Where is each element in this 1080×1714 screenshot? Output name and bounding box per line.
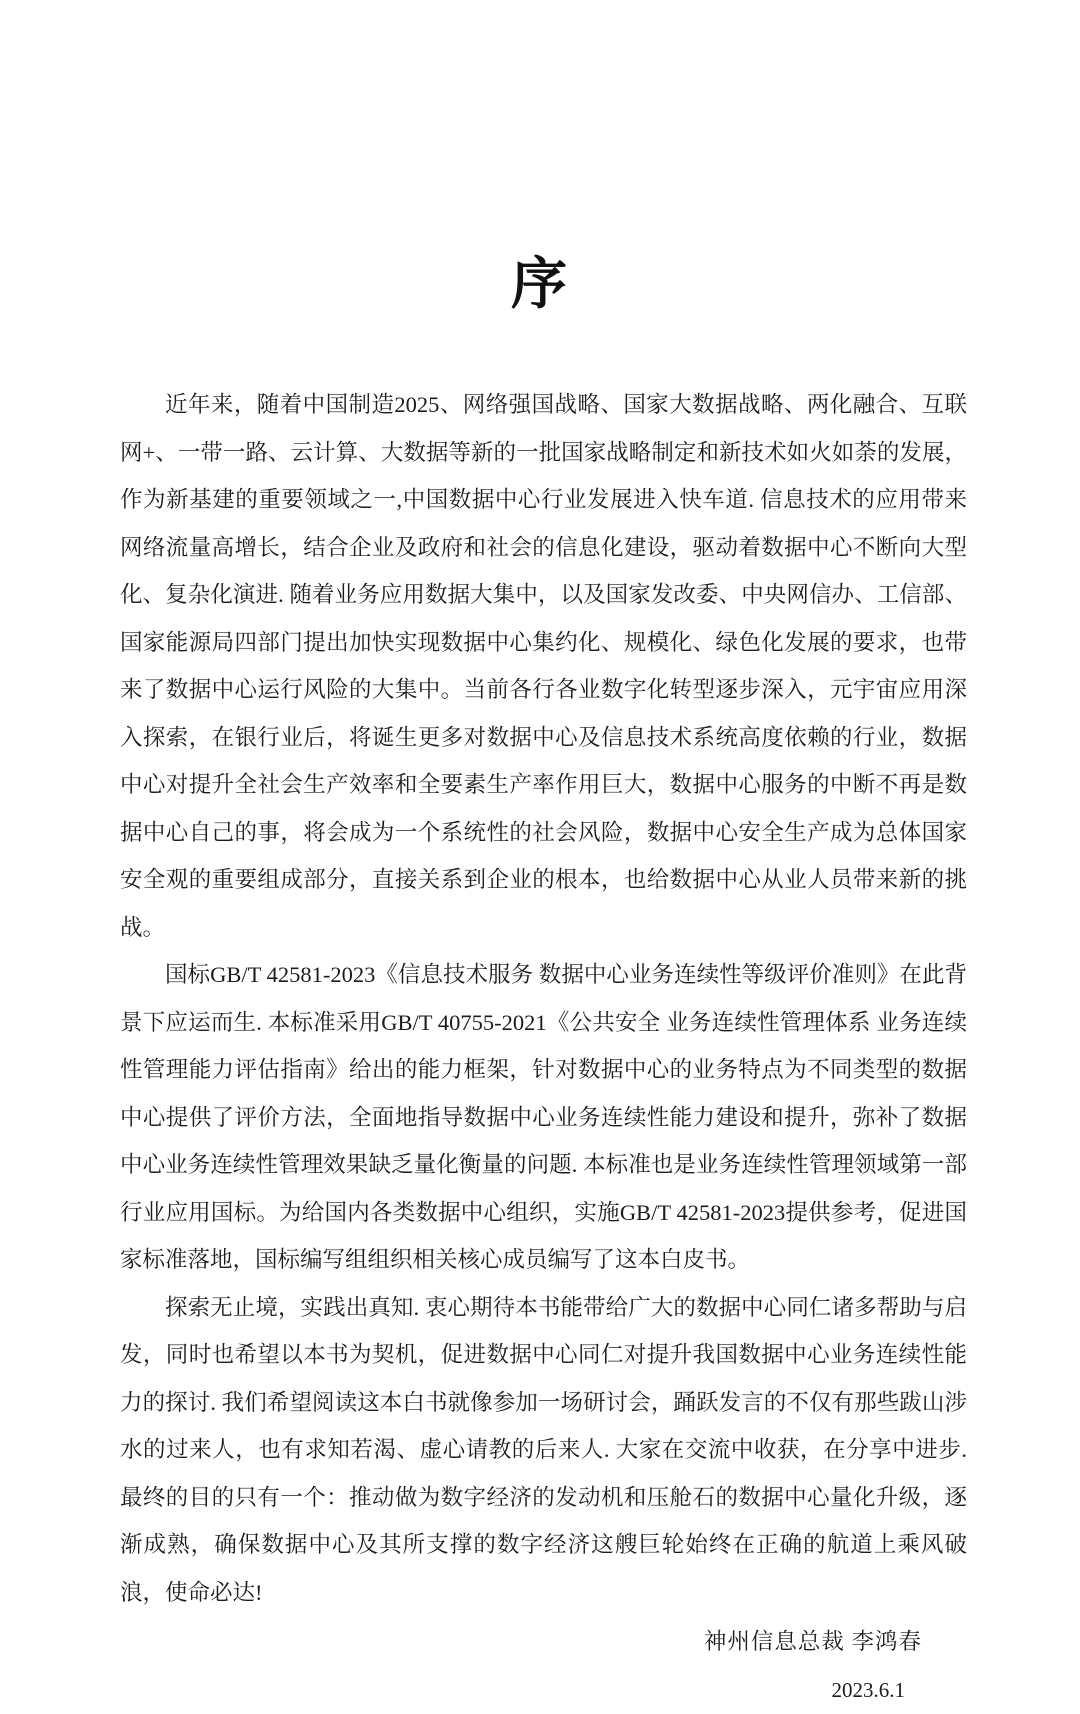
paragraph-3: 探索无止境，实践出真知. 衷心期待本书能带给广大的数据中心同仁诸多帮助与启发，同时也希望以本书为契机，促进数据中心同仁对提升我国数据中心业务连续性能力的探讨. 我们希望阅读这本白书就像参加一场研讨会，踊跃发言的不仅有那些跋山涉水的过来人，也有求知若渴、虚心请教的后来人. 大家在交流中收获，在分享中进步. 最终的目的只有一个：推动做为数字经济的发动机和压舱石的数据中心量化升级，逐渐成熟，确保数据中心及其所支撑的数字经济这艘巨轮始终在正确的航道上乘风破浪，使命必达! — [120, 1294, 967, 1605]
page-title: 序 — [511, 254, 569, 316]
paragraph-2: 国标GB/T 42581-2023《信息技术服务 数据中心业务连续性等级评价准则》在此背景下应运而生. 本标准采用GB/T 40755-2021《公共安全 业务连续性管理体系 业务连续性管理能力评估指南》给出的能力框架，针对数据中心的业务特点为不同类型的数据中心提供了评价方法，全面地指导数据中心业务连续性能力建设和提升，弥补了数据中心业务连续性管理效果缺乏量化衡量的问题. 本标准也是业务连续性管理领域第一部行业应用国标。为给国内各类数据中心组织，实施GB/T 42581-2023提供参考，促进国家标准落地，国标编写组组织相关核心成员编写了这本白皮书。 — [120, 962, 967, 1273]
signature-block — [120, 1618, 967, 1714]
signature-date: 2023.6.1 — [831, 1678, 905, 1703]
signature-author: 神州信息总裁 李鸿春 — [703, 1629, 922, 1655]
preface-body — [120, 381, 967, 1616]
paragraph-1: 近年来，随着中国制造2025、网络强国战略、国家大数据战略、两化融合、互联网+、一带一路、云计算、大数据等新的一批国家战略制定和新技术如火如荼的发展，作为新基建的重要领域之一,中国数据中心行业发展进入快车道. 信息技术的应用带来网络流量高增长，结合企业及政府和社会的信息化建设，驱动着数据中心不断向大型化、复杂化演进. 随着业务应用数据大集中，以及国家发改委、中央网信办、工信部、国家能源局四部门提出加快实现数据中心集约化、规模化、绿色化发展的要求，也带来了数据中心运行风险的大集中。当前各行各业数字化转型逐步深入，元宇宙应用深入探索，在银行业后，将诞生更多对数据中心及信息技术系统高度依赖的行业，数据中心对提升全社会生产效率和全要素生产率作用巨大，数据中心服务的中断不再是数据中心自己的事，将会成为一个系统性的社会风险，数据中心安全生产成为总体国家安全观的重要组成部分，直接关系到企业的根本，也给数据中心从业人员带来新的挑战。 — [120, 392, 967, 940]
